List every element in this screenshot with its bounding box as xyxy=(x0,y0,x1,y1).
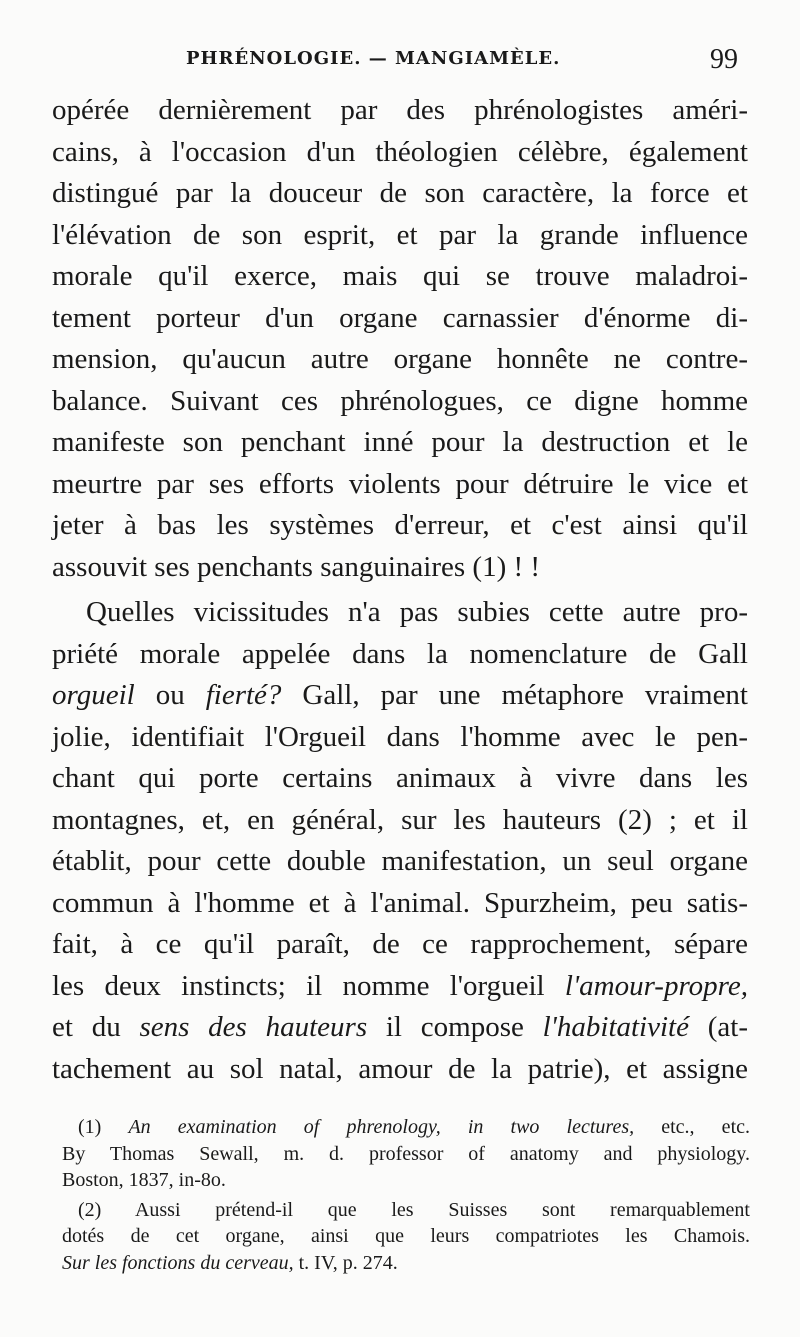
footnote-1-line: By Thomas Sewall, m. d. professor of anatomy and physiology. xyxy=(62,1142,750,1165)
text-line: Quelles vicissitudes n'a pas subies cette autre pro- xyxy=(86,596,748,628)
running-title: PHRÉNOLOGIE. — MANGIAMÈLE. xyxy=(186,48,561,69)
text-line-mixed: les deux instincts; il nomme l'orgueil l'amour-propre, xyxy=(52,969,748,1002)
footnote-1-line: Boston, 1837, in-8o. xyxy=(62,1169,226,1191)
text-line-mixed: orgueil ou fierté? Gall, par une métaphore vraiment xyxy=(52,679,748,711)
italic-term-fierte: fierté? xyxy=(205,679,282,711)
text-line: tachement au sol natal, amour de la patrie), et assigne xyxy=(52,1052,748,1085)
text-line: l'élévation de son esprit, et par la grande influence xyxy=(52,218,748,251)
text-line: commun à l'homme et à l'animal. Spurzheim, peu satis- xyxy=(52,886,748,919)
text-line: morale qu'il exerce, mais qui se trouve maladroi- xyxy=(52,260,748,292)
text-line: jolie, identifiait l'Orgueil dans l'homme avec le pen- xyxy=(52,720,748,753)
italic-term-orgueil: orgueil xyxy=(52,679,135,711)
text-line: chant qui porte certains animaux à vivre dans les xyxy=(52,762,748,794)
main-text xyxy=(52,90,748,1090)
italic-term-sens-des-hauteurs: sens des hauteurs xyxy=(139,1011,368,1043)
text-line: balance. Suivant ces phrénologues, ce digne homme xyxy=(52,384,748,417)
italic-term-habitativite: l'habitativité xyxy=(542,1011,689,1043)
footnote-1-title: An examination of phrenology, in two lectures, xyxy=(128,1116,635,1138)
text-line: opérée dernièrement par des phrénologistes améri- xyxy=(52,94,748,126)
text-line: assouvit ses penchants sanguinaires (1) ! ! xyxy=(52,550,541,583)
footnote-2-line: Sur les fonctions du cerveau, t. IV, p. 274. xyxy=(62,1251,398,1274)
footnote-1-line: (1) An examination of phrenology, in two lectures, etc., etc. xyxy=(78,1116,750,1138)
text-line: tement porteur d'un organe carnassier d'énorme di- xyxy=(52,301,748,334)
footnotes xyxy=(62,1114,750,1276)
text-line: cains, à l'occasion d'un théologien célèbre, également xyxy=(52,135,748,168)
page-header xyxy=(52,44,742,78)
text-line: meurtre par ses efforts violents pour détruire le vice et xyxy=(52,467,748,500)
page-number: 99 xyxy=(710,44,738,75)
text-line: jeter à bas les systèmes d'erreur, et c'est ainsi qu'il xyxy=(52,509,748,541)
text-line: manifeste son penchant inné pour la destruction et le xyxy=(52,426,748,458)
italic-term-amour-propre: l'amour-propre, xyxy=(564,969,748,1002)
footnote-2-line: (2) Aussi prétend-il que les Suisses sont remarquablement xyxy=(78,1198,750,1221)
text-line: mension, qu'aucun autre organe honnête ne contre- xyxy=(52,343,748,375)
footnote-2-line: dotés de cet organe, ainsi que leurs compatriotes les Chamois. xyxy=(62,1225,750,1247)
text-line: montagnes, et, en général, sur les hauteurs (2) ; et il xyxy=(52,803,748,836)
text-line: priété morale appelée dans la nomenclature de Gall xyxy=(52,637,748,670)
footnote-2-reference: Sur les fonctions du cerveau, xyxy=(62,1251,294,1274)
text-line: fait, à ce qu'il paraît, de ce rapprochement, sépare xyxy=(52,928,748,960)
text-line: distingué par la douceur de son caractère, la force et xyxy=(52,177,748,209)
text-line: établit, pour cette double manifestation, un seul organe xyxy=(52,845,748,877)
text-line-mixed: et du sens des hauteurs il compose l'habitativité (at- xyxy=(52,1011,748,1043)
